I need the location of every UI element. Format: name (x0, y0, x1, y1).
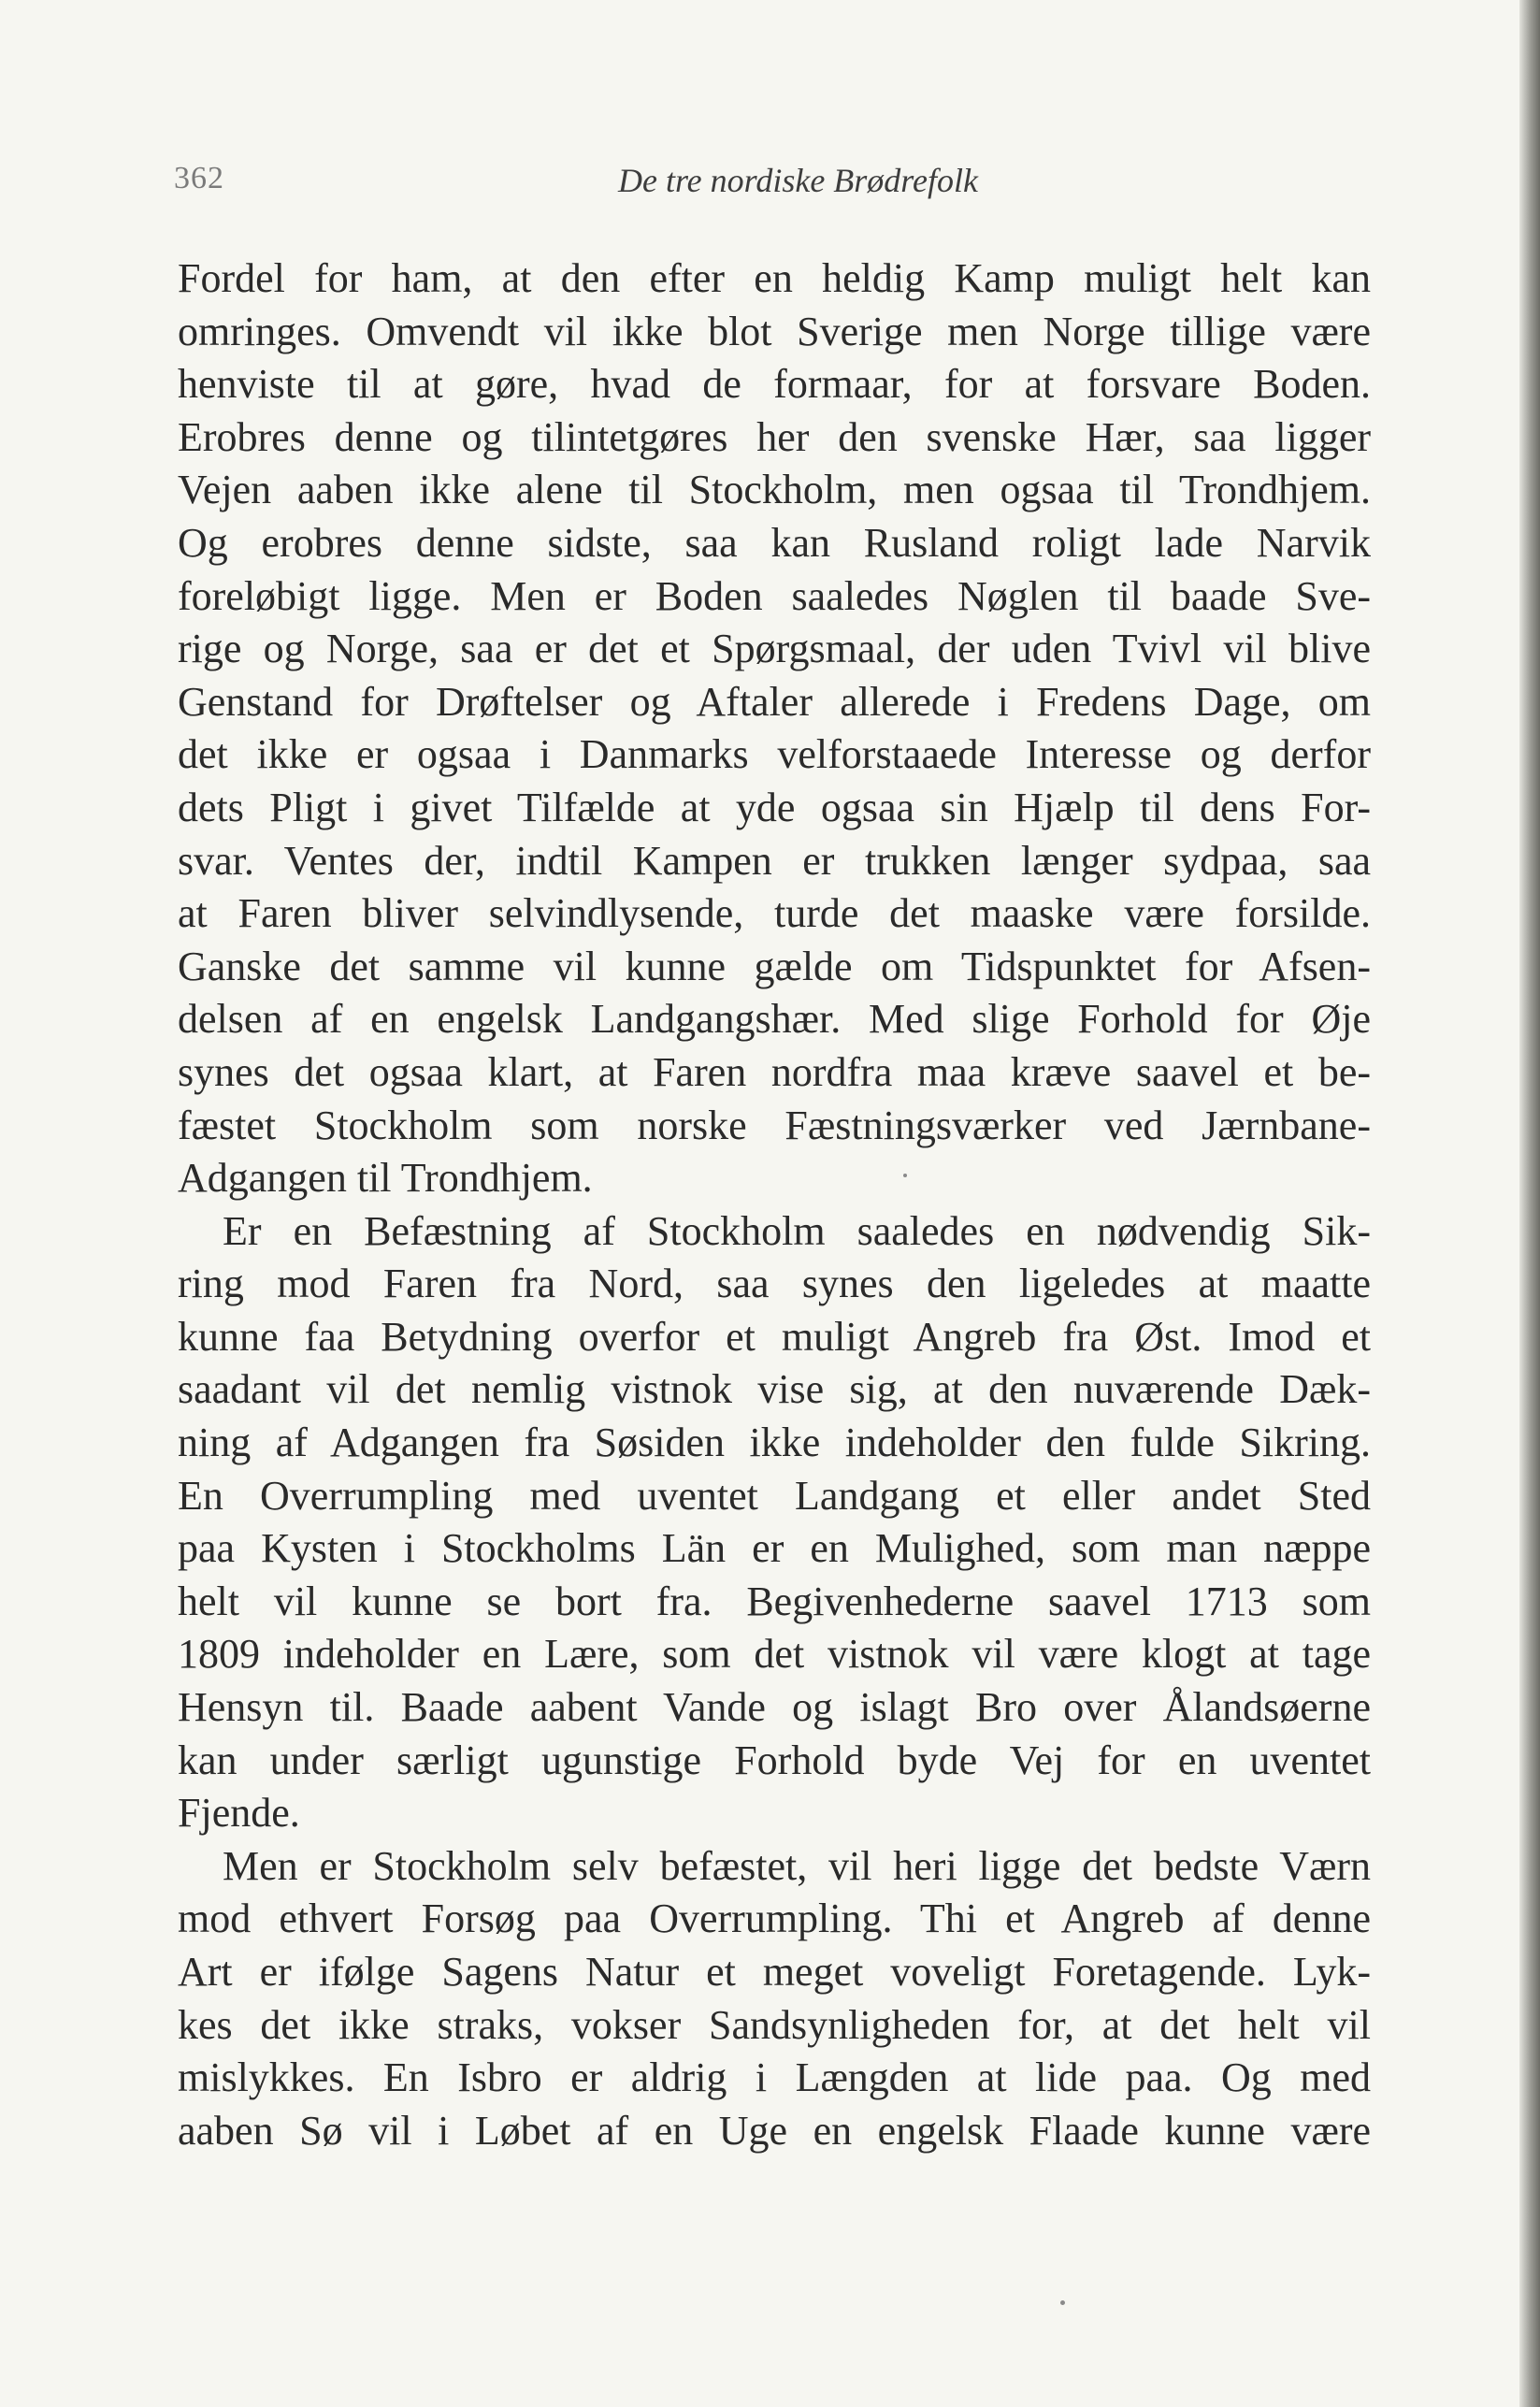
text-line: kes det ikke straks, vokser Sandsynligheden for, at det helt vil (178, 2001, 1371, 2048)
text-line: at Faren bliver selvindlysende, turde det maaske være forsilde. (178, 890, 1371, 937)
text-line: ring mod Faren fra Nord, saa synes den ligeledes at maatte (178, 1261, 1371, 1307)
text-line: Art er ifølge Sagens Natur et meget voveligt Foretagende. Lyk- (178, 1949, 1371, 1995)
text-line: omringes. Omvendt vil ikke blot Sverige men Norge tillige være (178, 308, 1371, 354)
running-header (0, 161, 1540, 217)
page-number: 362 (174, 161, 224, 195)
text-line: En Overrumpling med uventet Landgang et eller andet Sted (178, 1472, 1371, 1519)
page-edge-shadow (1519, 0, 1540, 2407)
text-line: synes det ogsaa klart, at Faren nordfra maa kræve saavel et be- (178, 1048, 1371, 1095)
text-line: svar. Ventes der, indtil Kampen er trukken længer sydpaa, saa (178, 837, 1371, 884)
text-line: 1809 indeholder en Lære, som det vistnok vil være klogt at tage (178, 1631, 1371, 1678)
body-text (178, 252, 1371, 2157)
text-line: henviste til at gøre, hvad de formaar, for at forsvare Boden. (178, 361, 1371, 408)
print-speck (1060, 2300, 1065, 2305)
text-line: kunne faa Betydning overfor et muligt Angreb fra Øst. Imod et (178, 1313, 1371, 1360)
text-line: rige og Norge, saa er det et Spørgsmaal, der uden Tvivl vil blive (178, 626, 1371, 672)
text-line: mislykkes. En Isbro er aldrig i Længden at lide paa. Og med (178, 2054, 1371, 2101)
text-line: helt vil kunne se bort fra. Begivenhederne saavel 1713 som (178, 1578, 1371, 1624)
text-line: fæstet Stockholm som norske Fæstningsværker ved Jærnbane- (178, 1102, 1371, 1148)
text-line: Ganske det samme vil kunne gælde om Tidspunktet for Afsen- (178, 943, 1371, 989)
text-line: Hensyn til. Baade aabent Vande og islagt Bro over Ålandsøerne (178, 1684, 1371, 1731)
text-line: Og erobres denne sidste, saa kan Rusland roligt lade Narvik (178, 519, 1371, 566)
text-line: Fordel for ham, at den efter en heldig Kamp muligt helt kan (178, 255, 1371, 301)
text-line: Fjende. (178, 1790, 300, 1837)
text-line: aaben Sø vil i Løbet af en Uge en engelsk Flaade kunne være (178, 2107, 1371, 2154)
text-line: det ikke er ogsaa i Danmarks velforstaaede Interesse og derfor (178, 731, 1371, 778)
text-line: kan under særligt ugunstige Forhold byde Vej for en uventet (178, 1737, 1371, 1783)
text-line: delsen af en engelsk Landgangshær. Med slige Forhold for Øje (178, 996, 1371, 1043)
text-line: paa Kysten i Stockholms Län er en Mulighed, som man næppe (178, 1525, 1371, 1572)
text-line: Erobres denne og tilintetgøres her den svenske Hær, saa ligger (178, 413, 1371, 460)
text-line: Vejen aaben ikke alene til Stockholm, men ogsaa til Trondhjem. (178, 467, 1371, 513)
text-line: Men er Stockholm selv befæstet, vil heri ligge det bedste Værn (223, 1842, 1371, 1889)
text-line: saadant vil det nemlig vistnok vise sig, at den nuværende Dæk- (178, 1366, 1371, 1413)
print-speck (903, 1174, 907, 1177)
text-line: foreløbigt ligge. Men er Boden saaledes Nøglen til baade Sve- (178, 572, 1371, 619)
text-line: mod ethvert Forsøg paa Overrumpling. Thi et Angreb af denne (178, 1895, 1371, 1942)
text-line: Adgangen til Trondhjem. (178, 1155, 593, 1202)
text-line: ning af Adgangen fra Søsiden ikke indeholder den fulde Sikring. (178, 1420, 1371, 1466)
running-title: De tre nordiske Brødrefolk (618, 162, 978, 199)
text-line: dets Pligt i givet Tilfælde at yde ogsaa sin Hjælp til dens For- (178, 784, 1371, 830)
text-line: Genstand for Drøftelser og Aftaler allerede i Fredens Dage, om (178, 678, 1371, 725)
text-line: Er en Befæstning af Stockholm saaledes en nødvendig Sik- (223, 1207, 1371, 1254)
